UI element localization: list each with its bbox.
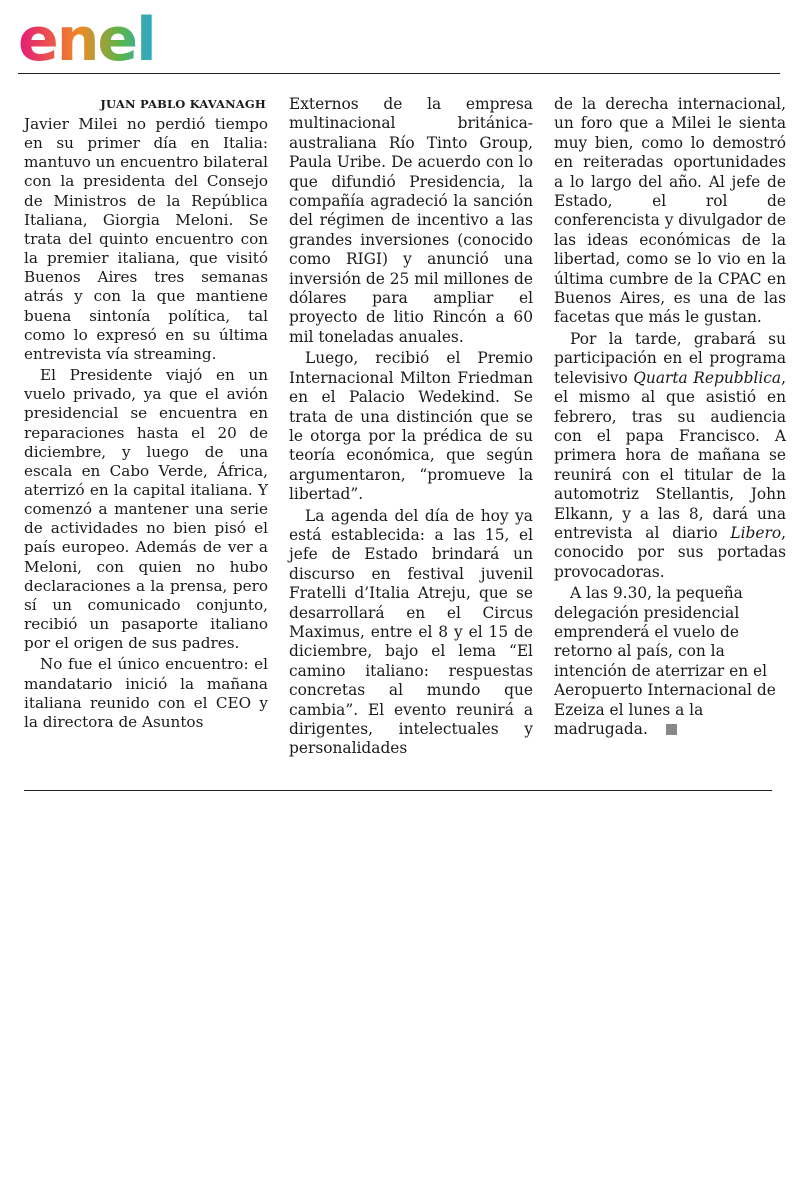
- header-rule: [18, 73, 780, 74]
- tv-program-name: Quarta Repubblica: [633, 368, 782, 387]
- paragraph-7: A las 9.30, la pequeña delegación presidencial emprenderá el vuelo de retorno al país, con la intención de aterrizar en el Aeropuerto Internacional de Ezeiza el lunes a la madrugada.: [554, 584, 776, 738]
- paragraph-2: El Presidente viajó en un vuelo privado, ya que el avión presidencial se encuentra en reparaciones hasta el 20 de diciembre, y luego de una escala en Cabo Verde, África, aterrizó en la capital italiana. Y comenzó a mantener una serie de actividades no bien pisó el país europeo. Además de ver a Meloni, con quien no hubo declaraciones a la prensa, pero sí un comunicado conjunto, recibió un pasaporte italiano por el origen de sus padres.: [24, 366, 268, 653]
- paragraph-1: Javier Milei no perdió tiempo en su primer día en Italia: mantuvo un encuentro bilateral con la presidenta del Consejo de Ministros de la República Italiana, Giorgia Meloni. Se trata del quinto encuentro con la premier italiana, que visitó Buenos Aires tres semanas atrás y con la que mantiene buena sintonía política, tal como lo expresó en su última entrevista vía streaming.: [24, 115, 268, 363]
- paragraph-4: Luego, recibió el Premio Internacional Milton Friedman en el Palacio Wedekind. Se trata de una distinción que se le otorga por la prédica de su teoría económica, que según argumentaron, “promueve la libertad”.: [289, 349, 533, 504]
- footer-rule: [24, 790, 772, 791]
- column-2: [289, 95, 533, 759]
- paragraph-5: La agenda del día de hoy ya está establecida: a las 15, el jefe de Estado brindará un discurso en festival juvenil Fratelli d’Italia Atreju, que se desarrollará en el Circus Maximus, entre el 8 y el 15 de diciembre, bajo el lema “El camino italiano: respuestas concretas al mundo que cambia”. El evento reunirá a dirigentes, intelectuales y personalidades: [289, 506, 533, 758]
- paragraph-6: Por la tarde, grabará su participación en el programa televisivo Quarta Repubblica, el mismo al que asistió en febrero, tras su audiencia con el papa Francisco. A primera hora de mañana se reunirá con el titular de la automotriz Stellantis, John Elkann, y a las 8, dará una entrevista al diario Libero, conocido por sus portadas provocadoras.: [554, 329, 786, 581]
- enel-logo: [18, 8, 178, 70]
- paragraph-3-continued: Externos de la empresa multinacional británica-australiana Río Tinto Group, Paula Uribe. De acuerdo con lo que difundió Presidencia, la compañía agradeció la sanción del régimen de incentivo a las grandes inversiones (conocido como RIGI) y anunció una inversión de 25 mil millones de dólares para ampliar el proyecto de litio Rincón a 60 mil toneladas anuales.: [289, 95, 533, 346]
- paragraph-5-continued: de la derecha internacional, un foro que a Milei le sienta muy bien, como lo demostró en reiteradas oportunidades a lo largo del año. Al jefe de Estado, el rol de conferencista y divulgador de las ideas económicas de la libertad, como se lo vio en la última cumbre de la CPAC en Buenos Aires, es una de las facetas que más le gustan.: [554, 95, 786, 327]
- end-of-article-square-icon: [666, 724, 677, 735]
- paragraph-3: No fue el único encuentro: el mandatario inició la mañana italiana reunido con el CEO y la directora de Asuntos: [24, 655, 268, 731]
- logo-wordmark: enel: [18, 8, 155, 70]
- column-1: [24, 95, 268, 732]
- byline: JUAN PABLO KAVANAGH: [100, 97, 266, 111]
- column-3: [554, 95, 786, 739]
- newspaper-name: Libero: [730, 523, 782, 542]
